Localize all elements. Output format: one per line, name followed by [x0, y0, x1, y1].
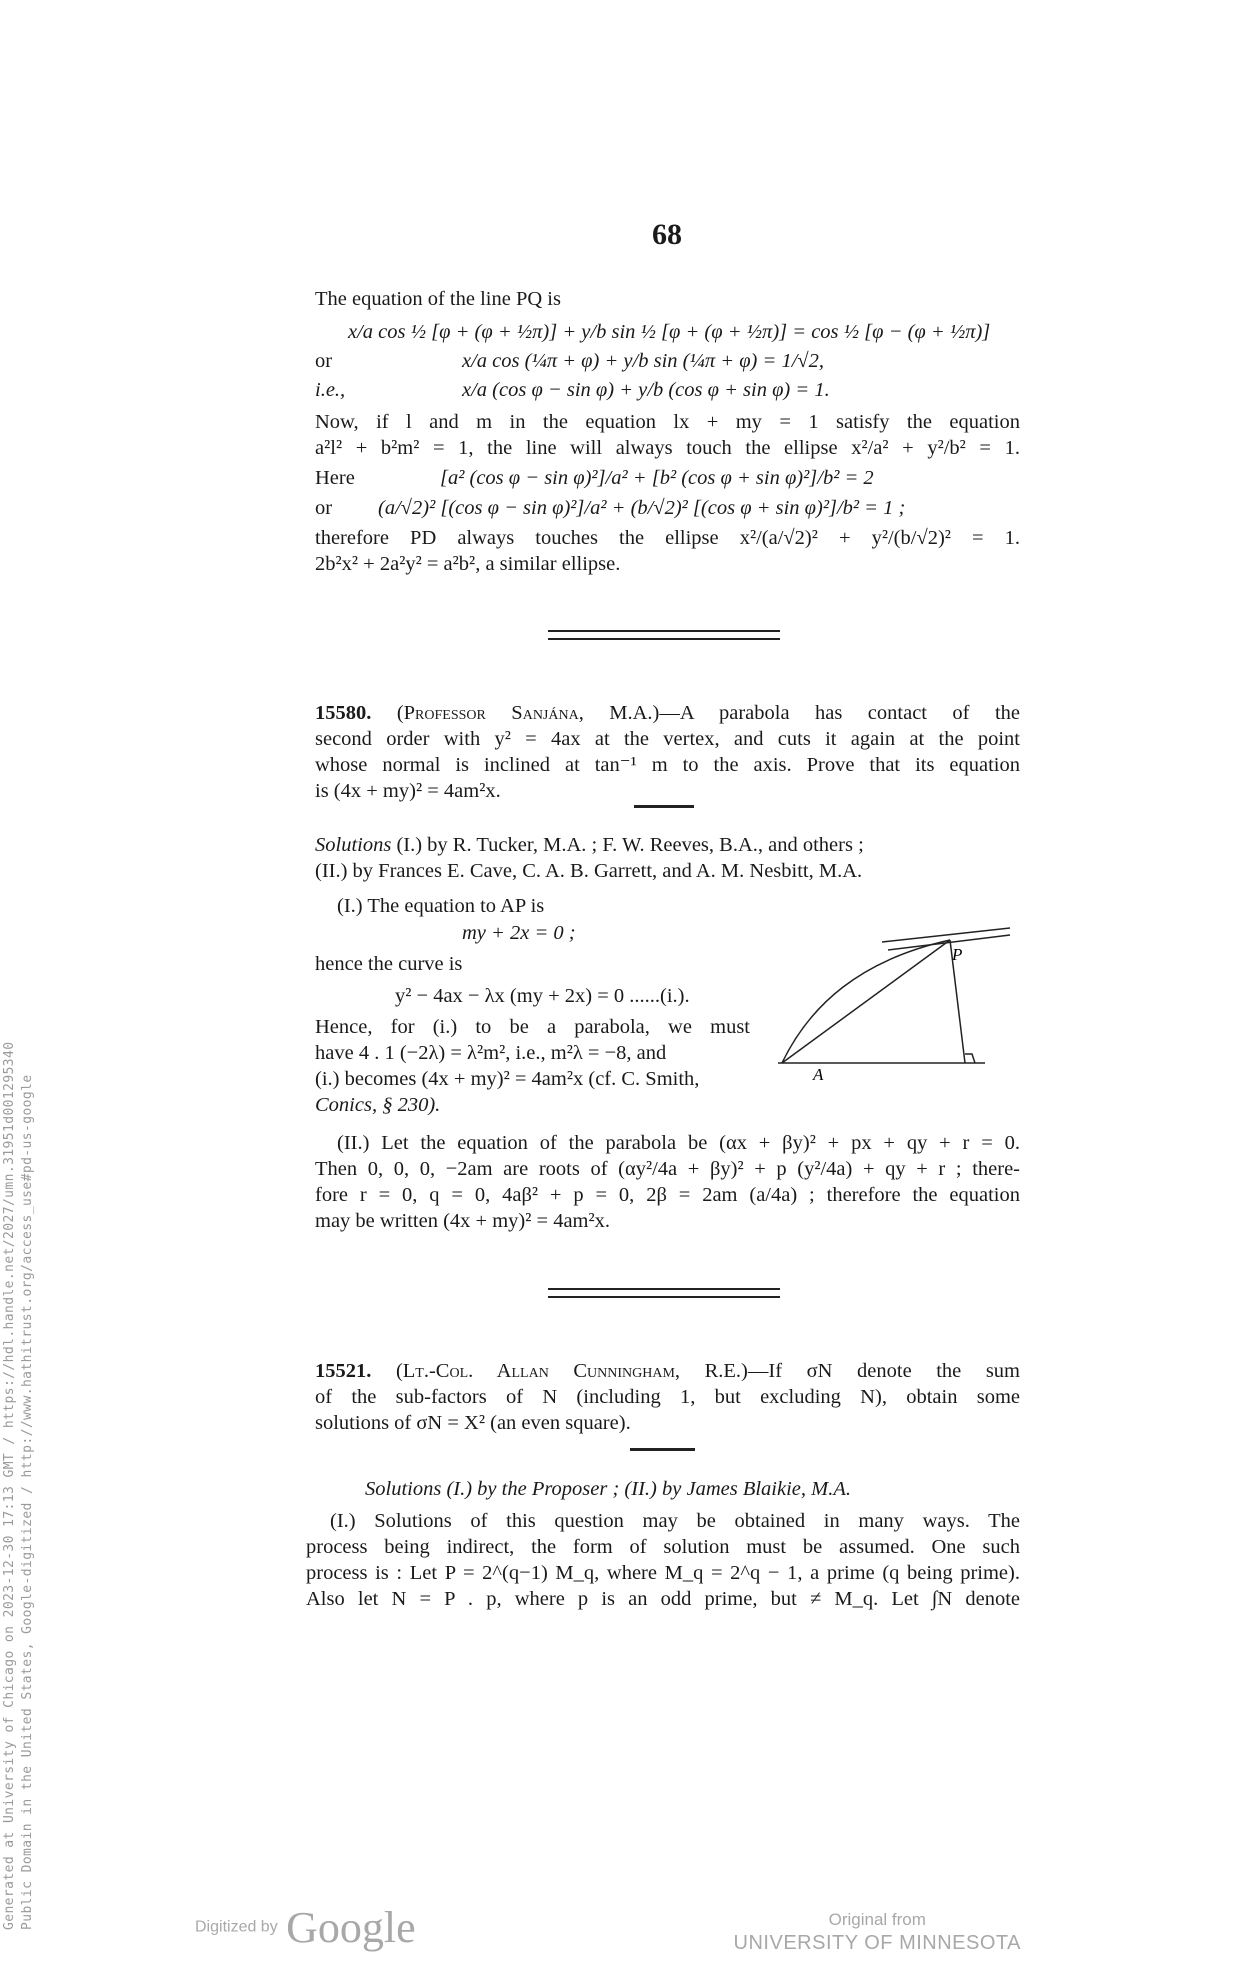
- equation-line: x/a (cos φ − sin φ) + y/b (cos φ + sin φ) = 1.: [462, 379, 830, 401]
- solution-text: fore r = 0, q = 0, 4aβ² + p = 0, 2β = 2am (a/4a) ; therefore the equation: [315, 1184, 1020, 1206]
- digitized-by-google: [195, 1902, 416, 1953]
- google-logo: Google: [286, 1903, 416, 1952]
- solution-text: process is : Let P = 2^(q−1) M_q, where M_q = 2^q − 1, a prime (q being prime).: [306, 1562, 1020, 1584]
- text-line: a²l² + b²m² = 1, the line will always touch the ellipse x²/a² + y²/b² = 1.: [315, 437, 1020, 459]
- tangent-line: [888, 935, 1010, 950]
- question-author: (Lt.-Col. Allan Cunningham, R.E.): [395, 1360, 748, 1382]
- equation-line: x/a cos ½ [φ + (φ + ½π)] + y/b sin ½ [φ + (φ + ½π)] = cos ½ [φ − (φ + ½π)]: [348, 321, 991, 343]
- chord-ap: [782, 940, 950, 1063]
- short-rule: [630, 1448, 695, 1451]
- solutions-credit: [315, 832, 864, 858]
- text-line: Now, if l and m in the equation lx + my = 1 satisfy the equation: [315, 411, 1020, 433]
- page-number: 68: [652, 218, 682, 251]
- text-line: 2b²x² + 2a²y² = a²b², a similar ellipse.: [315, 553, 621, 575]
- solution-text: hence the curve is: [315, 953, 463, 975]
- point-label-a: A: [813, 1065, 824, 1084]
- text-line: The equation of the line PQ is: [315, 288, 561, 310]
- margin-generated-note: Generated at University of Chicago on 2023-12-30 17:13 GMT / https://hdl.handle.net/2027/umn.31951d001295340: [2, 1041, 17, 1930]
- equation-line: (a/√2)² [(cos φ − sin φ)²]/a² + (b/√2)² [(cos φ + sin φ)²]/b² = 1 ;: [378, 497, 906, 519]
- solution-text: have 4 . 1 (−2λ) = λ²m², i.e., m²λ = −8, and: [315, 1042, 667, 1064]
- equation-line: [a² (cos φ − sin φ)²]/a² + [b² (cos φ + sin φ)²]/b² = 2: [440, 467, 874, 489]
- solution-text: (II.) Let the equation of the parabola be (αx + βy)² + px + qy + r = 0.: [337, 1132, 1020, 1154]
- text-line: or: [315, 350, 333, 372]
- short-rule: [634, 805, 694, 808]
- text-line: therefore PD always touches the ellipse x²/(a/√2)² + y²/(b/√2)² = 1.: [315, 527, 1020, 549]
- point-label-p: P: [952, 945, 963, 964]
- solution-text: Hence, for (i.) to be a parabola, we must: [315, 1016, 750, 1038]
- equation-line: my + 2x = 0 ;: [462, 922, 576, 944]
- question-heading: [315, 700, 1020, 726]
- solution-text: process being indirect, the form of solution must be assumed. One such: [306, 1536, 1020, 1558]
- parabola-figure: [770, 920, 1020, 1100]
- question-text: —A parabola has contact of the: [659, 702, 1020, 724]
- solution-text: Conics, § 230).: [315, 1094, 441, 1116]
- question-text: solutions of σN = X² (an even square).: [315, 1412, 631, 1434]
- right-angle-mark: [965, 1054, 975, 1063]
- solution-text: may be written (4x + my)² = 4am²x.: [315, 1210, 611, 1232]
- question-text: is (4x + my)² = 4am²x.: [315, 780, 501, 802]
- text-line: or: [315, 497, 333, 519]
- solution-text: (I.) The equation to AP is: [337, 895, 545, 917]
- question-text: whose normal is inclined at tan⁻¹ m to the axis. Prove that its equation: [315, 754, 1020, 776]
- solution-text: Also let N = P . p, where p is an odd prime, but ≠ M_q. Let ∫N denote: [306, 1588, 1020, 1610]
- university-name: UNIVERSITY OF MINNESOTA: [733, 1932, 1021, 1954]
- original-from: [734, 1910, 1021, 1955]
- solution-text: Then 0, 0, 0, −2am are roots of (αy²/4a + βy)² + p (y²/4a) + qy + r ; there-: [315, 1158, 1020, 1180]
- tangent-line: [882, 928, 1010, 942]
- solutions-label: Solutions: [315, 834, 392, 856]
- solutions-authors: (I.) by R. Tucker, M.A. ; F. W. Reeves, B.A., and others ;: [396, 834, 864, 856]
- solution-text: (i.) becomes (4x + my)² = 4am²x (cf. C. Smith,: [315, 1068, 700, 1090]
- section-divider: [548, 1288, 780, 1298]
- question-text: —If σN denote the sum: [747, 1360, 1021, 1382]
- question-text: second order with y² = 4ax at the vertex, and cuts it again at the point: [315, 728, 1020, 750]
- equation-line: y² − 4ax − λx (my + 2x) = 0 ......(i.).: [395, 985, 690, 1007]
- question-text: of the sub-factors of N (including 1, but excluding N), obtain some: [315, 1386, 1020, 1408]
- section-divider: [548, 630, 780, 640]
- text-line: Here: [315, 467, 355, 489]
- text-line: i.e.,: [315, 379, 346, 401]
- equation-line: x/a cos (¼π + φ) + y/b sin (¼π + φ) = 1/√2,: [462, 350, 825, 372]
- question-number: 15580.: [315, 702, 372, 724]
- digitized-by-label: Digitized by: [195, 1918, 278, 1936]
- original-from-label: Original from: [828, 1910, 926, 1929]
- question-author: (Professor Sanjána, M.A.): [396, 702, 660, 724]
- question-number: 15521.: [315, 1360, 372, 1382]
- margin-public-domain-note: Public Domain in the United States, Google-digitized / http://www.hathitrust.org/access_use#pd-us-google: [20, 1074, 35, 1930]
- solutions-credit: Solutions (I.) by the Proposer ; (II.) by James Blaikie, M.A.: [365, 1478, 851, 1500]
- solutions-credit: (II.) by Frances E. Cave, C. A. B. Garrett, and A. M. Nesbitt, M.A.: [315, 860, 863, 882]
- solution-text: (I.) Solutions of this question may be obtained in many ways. The: [330, 1510, 1020, 1532]
- question-heading: [315, 1358, 1020, 1384]
